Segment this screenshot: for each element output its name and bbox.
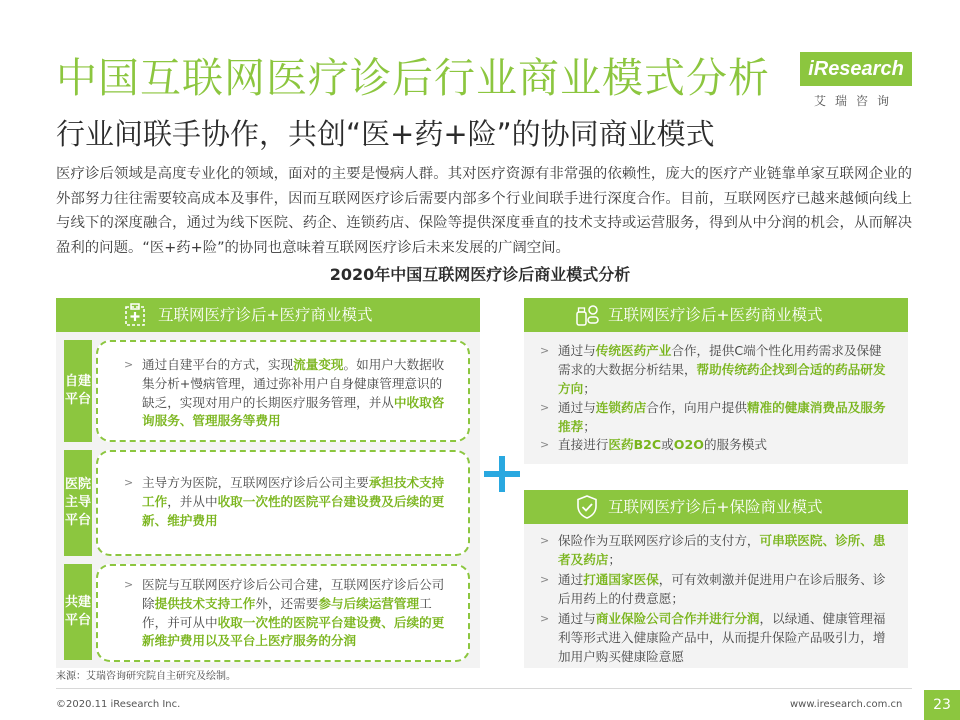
insurance-model-title: 互联网医疗诊后+保险商业模式 bbox=[608, 498, 823, 516]
arrow-icon: > bbox=[540, 612, 550, 625]
hospital-icon bbox=[122, 302, 148, 328]
iresearch-logo bbox=[800, 50, 912, 120]
arrow-icon: > bbox=[124, 476, 134, 489]
site-url[interactable]: www.iresearch.com.cn bbox=[790, 699, 903, 710]
insurance-item bbox=[540, 532, 890, 570]
page-number: 23 bbox=[924, 690, 960, 720]
arrow-icon: > bbox=[540, 401, 550, 414]
body-text: 的服务模式 bbox=[703, 437, 767, 452]
plus-icon bbox=[480, 452, 524, 496]
body-text: 工作，并可从中 bbox=[142, 595, 432, 630]
insurance-model-header bbox=[524, 490, 908, 524]
arrow-icon: > bbox=[124, 358, 134, 371]
tab-hospital-led-platform: 医院主导平台 bbox=[64, 450, 92, 556]
body-text: 主导方为医院，互联网医疗诊后公司主要 bbox=[142, 475, 369, 490]
highlight-text: 精准的健康消费品及服务推荐 bbox=[558, 400, 886, 434]
highlight-text: O2O bbox=[673, 437, 704, 452]
body-text: 通过 bbox=[558, 572, 584, 587]
body-text: ； bbox=[608, 551, 621, 567]
body-text: 通过与 bbox=[558, 611, 596, 626]
hospital-led-platform-box bbox=[96, 450, 470, 556]
body-text: 通过与 bbox=[558, 400, 596, 415]
body-text: ，并从中 bbox=[167, 493, 218, 509]
highlight-text: 参与后续运营管理 bbox=[318, 595, 420, 611]
copyright: ©2020.11 iResearch Inc. bbox=[56, 699, 181, 710]
highlight-text: 打通国家医保 bbox=[583, 572, 659, 587]
body-text: 直接进行 bbox=[558, 437, 609, 452]
self-built-platform-text bbox=[124, 356, 450, 431]
arrow-icon: > bbox=[124, 578, 134, 591]
co-built-platform-text bbox=[124, 576, 454, 651]
pharma-model-title: 互联网医疗诊后+医药商业模式 bbox=[608, 306, 823, 324]
body-text: ，可有效刺激并促进用户在诊后服务、诊后用药上的付费意愿； bbox=[558, 572, 886, 606]
body-text: ； bbox=[583, 380, 596, 396]
arrow-icon: > bbox=[540, 573, 550, 586]
highlight-text: 传统医药产业 bbox=[595, 343, 672, 358]
body-text: 合作，提供C端个性化用药需求及保健需求的大数据分析结果， bbox=[558, 343, 882, 377]
highlight-text: 商业保险公司合作并进行分润 bbox=[595, 611, 760, 626]
body-text: 合作，向用户提供 bbox=[646, 400, 747, 415]
insurance-item bbox=[540, 571, 890, 609]
insurance-item bbox=[540, 610, 890, 666]
highlight-text: 提供技术支持工作 bbox=[154, 595, 256, 611]
body-text: 或 bbox=[661, 437, 674, 452]
highlight-text: 收取一次性的医院平台建设费、后续的更新维护费用以及平台上医疗服务的分润 bbox=[142, 614, 445, 649]
page-title: 中国互联网医疗诊后行业商业模式分析 bbox=[56, 54, 770, 102]
logo-wordmark: iResearch bbox=[800, 52, 912, 86]
body-text: ； bbox=[583, 418, 596, 434]
self-built-platform-box bbox=[96, 340, 470, 442]
highlight-text: 中收取咨询服务、管理服务等费用 bbox=[142, 394, 445, 429]
pharma-item bbox=[540, 436, 890, 455]
source-note: 来源：艾瑞咨询研究院自主研究及绘制。 bbox=[56, 671, 236, 682]
medical-model-header bbox=[56, 298, 480, 332]
highlight-text: 流量变现 bbox=[293, 357, 344, 372]
pharma-item bbox=[540, 342, 890, 398]
body-text: 。如用户大数据收集分析+慢病管理，通过弥补用户自身健康管理意识的缺乏，实现对用户的长期医疗服务管理，并从 bbox=[142, 357, 445, 410]
pharma-model-panel bbox=[524, 332, 908, 464]
highlight-text: 医药B2C bbox=[608, 437, 662, 452]
medical-model-panel bbox=[56, 332, 480, 668]
arrow-icon: > bbox=[540, 438, 550, 451]
medical-model-title: 互联网医疗诊后+医疗商业模式 bbox=[158, 306, 373, 324]
body-text: 通过与 bbox=[558, 343, 596, 358]
intro-paragraph: 医疗诊后领域是高度专业化的领域，面对的主要是慢病人群。其对医疗资源有非常强的依赖性，庞大的医疗产业链靠单家互联网企业的外部努力往往需要较高成本及事件，因而互联网医疗诊后需要内部多个行业间联手进行深度合作。目前，互联网医疗已越来越倾向线上与线下的深度融合，通过为线下医院、药企、连锁药店、保险等提供深度垂直的技术支持或运营服务，得到从中分润的机会，从而解决盈利的问题。“医+药+险”的协同也意味着互联网医疗诊后未来发展的广阔空间。 bbox=[56, 166, 912, 256]
tab-co-built-platform: 共建平台 bbox=[64, 564, 92, 660]
logo-cn-name: 艾瑞咨询 bbox=[813, 94, 898, 108]
body-text: 保险作为互联网医疗诊后的支付方， bbox=[558, 533, 760, 548]
arrow-icon: > bbox=[540, 534, 550, 547]
page-subtitle: 行业间联手协作，共创“医+药+险”的协同商业模式 bbox=[56, 117, 715, 151]
highlight-text: 连锁药店 bbox=[595, 400, 647, 415]
highlight-text: 承担技术支持工作 bbox=[142, 475, 445, 509]
highlight-text: 收取一次性的医院平台建设费及后续的更新、维护费用 bbox=[142, 493, 445, 528]
body-text: ，以绿通、健康管理福利等形式进入健康险产品中，从而提升保险产品吸引力，增加用户购买健康险意愿 bbox=[558, 611, 886, 664]
highlight-text: 可串联医院、诊所、患者及药店 bbox=[558, 533, 886, 567]
tab-self-built-platform: 自建平台 bbox=[64, 340, 92, 442]
insurance-model-panel bbox=[524, 524, 908, 668]
highlight-text: 帮助传统药企找到合适的药品研发方向 bbox=[558, 361, 886, 396]
body-text: 医院与互联网医疗诊后公司合建，互联网医疗诊后公司除 bbox=[142, 577, 445, 611]
chart-title: 2020年中国互联网医疗诊后商业模式分析 bbox=[329, 265, 631, 284]
pharma-item bbox=[540, 399, 890, 437]
body-text: 通过自建平台的方式，实现 bbox=[142, 357, 294, 372]
shield-check-icon bbox=[574, 494, 600, 520]
footer-divider bbox=[56, 688, 912, 689]
pharma-model-header bbox=[524, 298, 908, 332]
co-built-platform-box bbox=[96, 564, 470, 662]
pills-icon bbox=[574, 302, 600, 328]
body-text: 外，还需要 bbox=[255, 595, 319, 611]
hospital-led-platform-text bbox=[124, 474, 450, 530]
arrow-icon: > bbox=[540, 344, 550, 357]
